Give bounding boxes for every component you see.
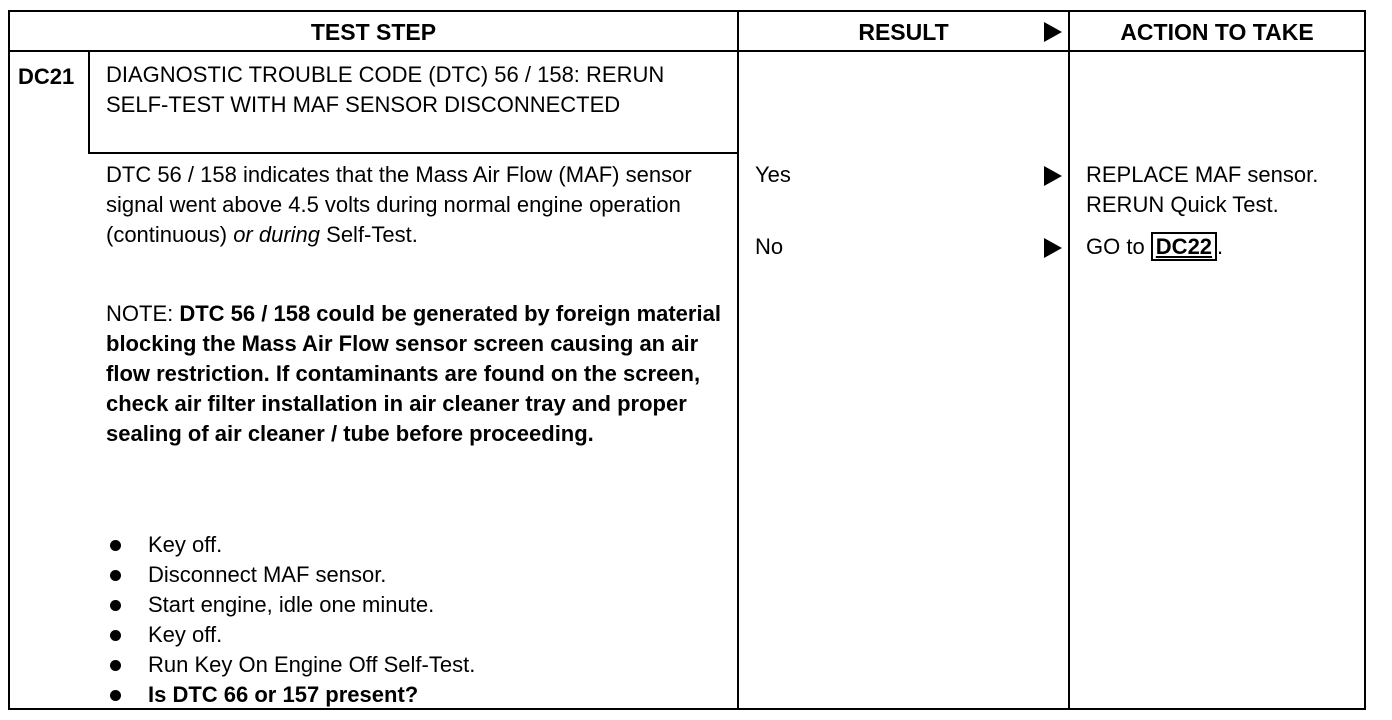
list-item: Disconnect MAF sensor.	[106, 560, 721, 590]
description-tail: Self-Test.	[320, 222, 418, 247]
bullet-icon	[110, 630, 121, 641]
title-rule	[88, 152, 739, 154]
step-note	[106, 299, 721, 449]
diagnostic-table	[8, 10, 1366, 710]
question-item: Is DTC 66 or 157 present?	[106, 680, 721, 710]
note-text: DTC 56 / 158 could be generated by foreign material blocking the Mass Air Flow sensor screen causing an air flow restriction. If contaminants are found on the screen, check air filter installation in air cleaner tray and proper sealing of air cleaner / tube before proceeding.	[106, 301, 721, 446]
list-item: Start engine, idle one minute.	[106, 590, 721, 620]
header-action: ACTION TO TAKE	[1120, 19, 1314, 45]
bullet-icon	[110, 570, 121, 581]
action-yes	[1086, 160, 1364, 220]
step-title: DIAGNOSTIC TROUBLE CODE (DTC) 56 / 158: RERUN SELF-TEST WITH MAF SENSOR DISCONNECTED	[106, 62, 665, 117]
result-yes-arrow-icon	[1044, 166, 1062, 186]
result-no-arrow-icon	[1044, 238, 1062, 258]
result-yes: Yes	[755, 162, 791, 187]
action-no	[1086, 232, 1223, 262]
action-no-prefix: GO to	[1086, 234, 1151, 259]
step-code: DC21	[18, 64, 75, 89]
code-column-divider	[88, 52, 90, 154]
description-italic: or during	[233, 222, 321, 247]
header-arrow-icon	[1044, 22, 1062, 42]
step-description	[106, 160, 718, 250]
header-result: RESULT	[858, 19, 949, 45]
note-prefix: NOTE:	[106, 301, 180, 326]
action-no-suffix: .	[1217, 234, 1224, 259]
list-item: Key off.	[106, 530, 721, 560]
bullet-icon	[110, 540, 121, 551]
list-item: Run Key On Engine Off Self-Test.	[106, 650, 721, 680]
description-plain: DTC 56 / 158 indicates that the Mass Air Flow (MAF) sensor signal went above 4.5 volts during normal engine operation (continuous)	[106, 162, 692, 247]
action-yes-line1: REPLACE MAF sensor.	[1086, 162, 1319, 187]
list-item: Key off.	[106, 620, 721, 650]
dc22-link[interactable]: DC22	[1151, 232, 1217, 261]
bullet-icon	[110, 600, 121, 611]
header-test-step: TEST STEP	[310, 19, 437, 45]
result-no: No	[755, 234, 784, 259]
result-column-divider	[737, 12, 739, 710]
bullet-icon	[110, 690, 121, 701]
step-bullets	[106, 530, 721, 710]
bullet-icon	[110, 660, 121, 671]
action-column-divider	[1068, 12, 1070, 710]
action-yes-line2: RERUN Quick Test.	[1086, 192, 1279, 217]
